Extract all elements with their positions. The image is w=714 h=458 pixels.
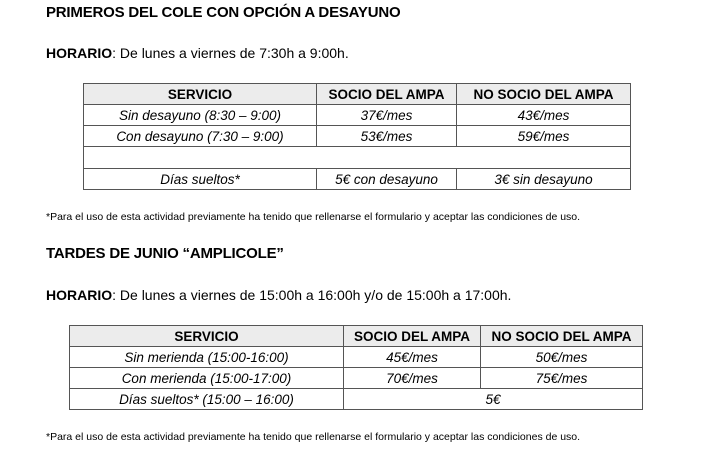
cell-no-socio-price: 3€ sin desayuno xyxy=(457,169,631,190)
section2-price-table xyxy=(69,325,643,410)
cell-no-socio-price: 43€/mes xyxy=(457,105,631,126)
cell-servicio: Con desayuno (7:30 – 9:00) xyxy=(84,126,317,147)
table-header-row xyxy=(70,326,643,347)
cell-servicio: Días sueltos* xyxy=(84,169,317,190)
cell-socio-price: 70€/mes xyxy=(344,368,481,389)
header-servicio: SERVICIO xyxy=(70,326,344,347)
header-socio: SOCIO DEL AMPA xyxy=(317,84,457,105)
header-socio: SOCIO DEL AMPA xyxy=(344,326,481,347)
section2-footnote: *Para el uso de esta actividad previamente ha tenido que rellenarse el formulario y aceptar las condiciones de uso. xyxy=(46,431,581,443)
table-row xyxy=(84,105,631,126)
empty-cell xyxy=(84,147,631,169)
section1-title: PRIMEROS DEL COLE CON OPCIÓN A DESAYUNO xyxy=(46,4,401,21)
section2-horario-text: : De lunes a viernes de 15:00h a 16:00h y/o de 15:00h a 17:00h. xyxy=(112,287,512,303)
section2-title: TARDES DE JUNIO “AMPLICOLE” xyxy=(46,245,284,262)
cell-socio-price: 5€ con desayuno xyxy=(317,169,457,190)
table-empty-row xyxy=(84,147,631,169)
cell-no-socio-price: 75€/mes xyxy=(481,368,643,389)
cell-price-combined: 5€ xyxy=(344,389,643,410)
section1-price-table xyxy=(83,83,631,190)
section2-horario xyxy=(46,287,511,303)
cell-servicio: Sin desayuno (8:30 – 9:00) xyxy=(84,105,317,126)
section1-horario-label: HORARIO xyxy=(46,45,113,61)
cell-servicio: Sin merienda (15:00-16:00) xyxy=(70,347,344,368)
table-header-row xyxy=(84,84,631,105)
cell-no-socio-price: 50€/mes xyxy=(481,347,643,368)
cell-no-socio-price: 59€/mes xyxy=(457,126,631,147)
table-row xyxy=(84,126,631,147)
section1-footnote: *Para el uso de esta actividad previamente ha tenido que rellenarse el formulario y aceptar las condiciones de uso. xyxy=(46,211,581,223)
section1-horario xyxy=(46,45,349,61)
header-no-socio: NO SOCIO DEL AMPA xyxy=(457,84,631,105)
cell-socio-price: 45€/mes xyxy=(344,347,481,368)
header-servicio: SERVICIO xyxy=(84,84,317,105)
cell-servicio: Días sueltos* (15:00 – 16:00) xyxy=(70,389,344,410)
cell-servicio: Con merienda (15:00-17:00) xyxy=(70,368,344,389)
table-row-dias-sueltos xyxy=(84,169,631,190)
header-no-socio: NO SOCIO DEL AMPA xyxy=(481,326,643,347)
table-row xyxy=(70,347,643,368)
section2-horario-label: HORARIO xyxy=(46,287,113,303)
table-row-dias-sueltos xyxy=(70,389,643,410)
cell-socio-price: 53€/mes xyxy=(317,126,457,147)
cell-socio-price: 37€/mes xyxy=(317,105,457,126)
table-row xyxy=(70,368,643,389)
section1-horario-text: : De lunes a viernes de 7:30h a 9:00h. xyxy=(112,45,349,61)
